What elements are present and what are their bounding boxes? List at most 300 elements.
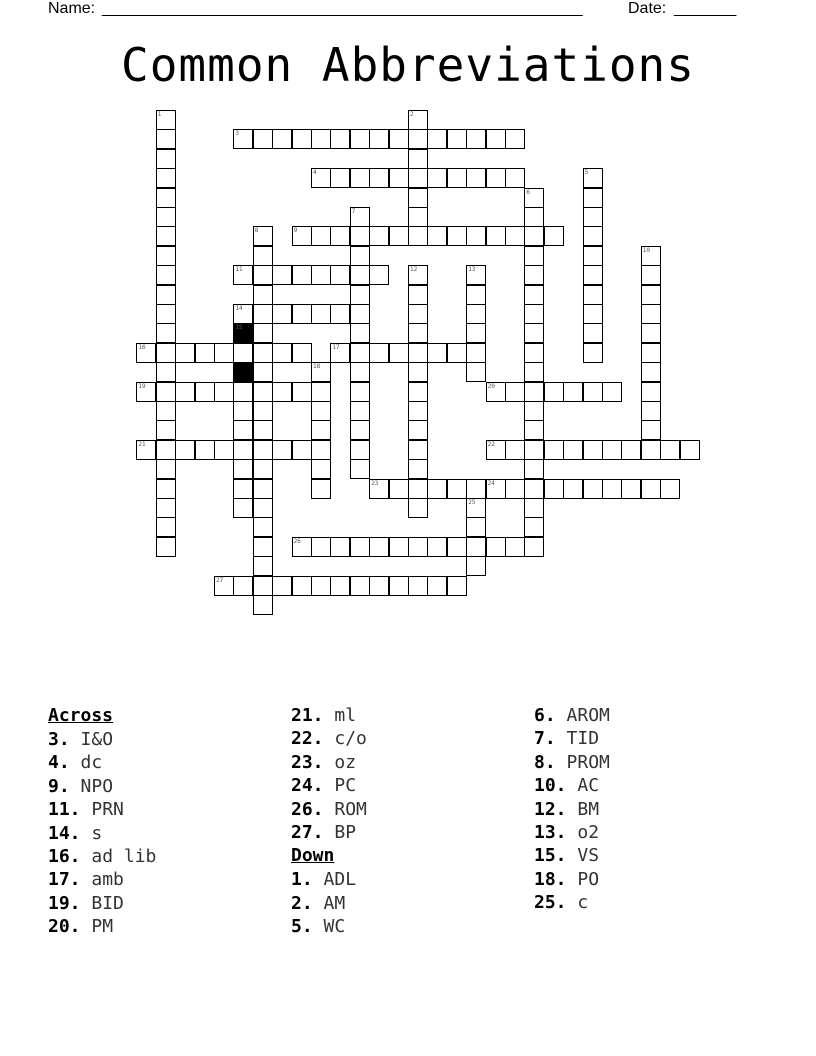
grid-cell[interactable] bbox=[408, 188, 428, 208]
grid-cell[interactable] bbox=[466, 323, 486, 343]
date-label: Date: bbox=[628, 0, 667, 17]
grid-cell[interactable] bbox=[583, 479, 603, 499]
grid-cell[interactable] bbox=[389, 168, 409, 188]
clue-number: 1. bbox=[291, 869, 324, 891]
grid-cell[interactable] bbox=[233, 420, 253, 440]
grid-cell[interactable] bbox=[253, 362, 273, 382]
clue-number: 2. bbox=[291, 892, 324, 914]
across-clue-list bbox=[48, 728, 156, 939]
grid-cell[interactable] bbox=[641, 343, 661, 363]
grid-cell[interactable] bbox=[505, 226, 525, 246]
grid-cell[interactable] bbox=[156, 285, 176, 305]
grid-cell[interactable] bbox=[583, 188, 603, 208]
grid-cell[interactable] bbox=[292, 129, 312, 149]
grid-cell[interactable] bbox=[524, 498, 544, 518]
grid-cell[interactable] bbox=[408, 420, 428, 440]
grid-cell[interactable] bbox=[233, 459, 253, 479]
grid-cell[interactable] bbox=[641, 323, 661, 343]
grid-cell[interactable] bbox=[156, 382, 176, 402]
grid-cell[interactable] bbox=[195, 382, 215, 402]
grid-cell[interactable] bbox=[233, 576, 253, 596]
grid-cell[interactable] bbox=[253, 304, 273, 324]
grid-cell[interactable] bbox=[524, 537, 544, 557]
page-title: Common Abbreviations bbox=[121, 38, 695, 92]
grid-cell[interactable] bbox=[408, 304, 428, 324]
grid-cell[interactable] bbox=[233, 401, 253, 421]
grid-cell[interactable] bbox=[524, 246, 544, 266]
grid-cell[interactable] bbox=[427, 129, 447, 149]
grid-cell[interactable] bbox=[214, 343, 234, 363]
grid-cell[interactable] bbox=[447, 129, 467, 149]
clue-text: TID bbox=[566, 728, 600, 750]
grid-cell[interactable] bbox=[408, 479, 428, 499]
grid-cell[interactable] bbox=[253, 517, 273, 537]
grid-cell[interactable] bbox=[369, 168, 389, 188]
grid-cell[interactable] bbox=[292, 304, 312, 324]
grid-cell[interactable] bbox=[350, 420, 370, 440]
clue-text: oz bbox=[334, 751, 357, 773]
grid-cell[interactable] bbox=[583, 226, 603, 246]
grid-cell[interactable] bbox=[311, 576, 331, 596]
grid-cell[interactable] bbox=[156, 246, 176, 266]
name-field[interactable]: ______________________________________________________ bbox=[102, 0, 583, 17]
grid-cell[interactable] bbox=[466, 129, 486, 149]
grid-cell[interactable] bbox=[408, 537, 428, 557]
grid-cell[interactable] bbox=[350, 323, 370, 343]
grid-cell[interactable] bbox=[233, 382, 253, 402]
grid-cell[interactable] bbox=[156, 226, 176, 246]
clue-text: o2 bbox=[577, 821, 600, 843]
grid-cell[interactable] bbox=[369, 265, 389, 285]
grid-cell[interactable] bbox=[544, 382, 564, 402]
clue-number: 13 bbox=[468, 266, 476, 274]
grid-cell[interactable] bbox=[156, 304, 176, 324]
grid-cell[interactable] bbox=[466, 479, 486, 499]
grid-cell[interactable] bbox=[350, 285, 370, 305]
grid-cell[interactable] bbox=[214, 440, 234, 460]
grid-cell[interactable] bbox=[156, 323, 176, 343]
clue-number: 27. bbox=[291, 821, 335, 843]
grid-cell[interactable] bbox=[330, 226, 350, 246]
grid-cell[interactable] bbox=[408, 323, 428, 343]
grid-cell[interactable] bbox=[544, 479, 564, 499]
clue-text: ADL bbox=[323, 869, 357, 891]
grid-cell[interactable] bbox=[311, 382, 331, 402]
clue-number: 12 bbox=[410, 266, 418, 274]
grid-cell[interactable] bbox=[602, 479, 622, 499]
across-clue bbox=[48, 892, 156, 915]
grid-cell[interactable] bbox=[408, 343, 428, 363]
grid-cell[interactable] bbox=[447, 479, 467, 499]
grid-cell[interactable] bbox=[583, 207, 603, 227]
grid-cell[interactable] bbox=[156, 440, 176, 460]
clue-number: 20. bbox=[48, 916, 92, 938]
grid-cell[interactable] bbox=[486, 168, 506, 188]
grid-cell[interactable] bbox=[427, 576, 447, 596]
grid-cell[interactable] bbox=[466, 285, 486, 305]
grid-cell[interactable] bbox=[447, 576, 467, 596]
grid-cell[interactable] bbox=[447, 226, 467, 246]
grid-cell[interactable] bbox=[350, 129, 370, 149]
clue-number: 4 bbox=[313, 169, 317, 177]
grid-cell[interactable] bbox=[583, 246, 603, 266]
grid-cell[interactable] bbox=[156, 362, 176, 382]
grid-cell[interactable] bbox=[505, 479, 525, 499]
grid-cell[interactable] bbox=[350, 343, 370, 363]
grid-cell[interactable] bbox=[466, 556, 486, 576]
down-clue bbox=[534, 844, 610, 867]
grid-cell[interactable] bbox=[524, 304, 544, 324]
down-clue bbox=[534, 821, 610, 844]
grid-cell[interactable] bbox=[311, 265, 331, 285]
clue-text: BM bbox=[577, 798, 600, 820]
grid-cell[interactable] bbox=[427, 343, 447, 363]
grid-cell[interactable] bbox=[641, 304, 661, 324]
clue-number: 19 bbox=[138, 382, 146, 390]
clue-number: 8. bbox=[534, 751, 567, 773]
across-clue bbox=[48, 751, 156, 774]
grid-cell[interactable] bbox=[524, 382, 544, 402]
grid-cell[interactable] bbox=[253, 498, 273, 518]
grid-cell[interactable] bbox=[311, 129, 331, 149]
grid-cell[interactable] bbox=[311, 401, 331, 421]
clue-number: 12. bbox=[534, 798, 578, 820]
clue-number: 14 bbox=[235, 305, 243, 312]
grid-cell[interactable] bbox=[447, 168, 467, 188]
grid-cell[interactable] bbox=[330, 265, 350, 285]
down-clue bbox=[291, 868, 367, 891]
grid-cell[interactable] bbox=[621, 440, 641, 460]
grid-cell[interactable] bbox=[156, 343, 176, 363]
grid-cell[interactable] bbox=[486, 129, 506, 149]
grid-cell[interactable] bbox=[156, 188, 176, 208]
grid-cell[interactable] bbox=[505, 537, 525, 557]
clue-number: 24. bbox=[291, 775, 335, 797]
grid-cell[interactable] bbox=[583, 285, 603, 305]
grid-cell[interactable] bbox=[292, 265, 312, 285]
grid-cell[interactable] bbox=[641, 382, 661, 402]
across-clue-list-continued bbox=[291, 704, 367, 844]
grid-cell[interactable] bbox=[447, 343, 467, 363]
grid-cell[interactable] bbox=[311, 420, 331, 440]
grid-cell[interactable] bbox=[253, 285, 273, 305]
grid-cell[interactable] bbox=[195, 440, 215, 460]
grid-cell[interactable] bbox=[175, 440, 195, 460]
grid-cell[interactable] bbox=[408, 207, 428, 227]
grid-cell[interactable] bbox=[292, 382, 312, 402]
grid-cell[interactable] bbox=[253, 440, 273, 460]
grid-cell[interactable] bbox=[253, 343, 273, 363]
clue-number: 23 bbox=[371, 479, 379, 487]
grid-cell[interactable] bbox=[156, 168, 176, 188]
grid-cell[interactable] bbox=[524, 207, 544, 227]
grid-cell[interactable] bbox=[292, 440, 312, 460]
grid-cell[interactable] bbox=[505, 382, 525, 402]
grid-cell[interactable] bbox=[408, 382, 428, 402]
grid-cell[interactable] bbox=[330, 537, 350, 557]
clue-text: PO bbox=[577, 868, 600, 890]
down-heading: Down bbox=[291, 845, 335, 867]
grid-cell[interactable] bbox=[311, 459, 331, 479]
grid-cell[interactable] bbox=[156, 537, 176, 557]
across-clue bbox=[48, 915, 156, 938]
grid-cell[interactable] bbox=[583, 382, 603, 402]
grid-cell[interactable] bbox=[524, 362, 544, 382]
grid-cell[interactable] bbox=[563, 382, 583, 402]
grid-cell[interactable] bbox=[253, 479, 273, 499]
grid-cell[interactable] bbox=[350, 246, 370, 266]
grid-cell[interactable] bbox=[466, 168, 486, 188]
grid-cell[interactable] bbox=[272, 265, 292, 285]
grid-cell[interactable] bbox=[427, 479, 447, 499]
grid-cell[interactable] bbox=[233, 343, 253, 363]
grid-cell[interactable] bbox=[602, 440, 622, 460]
grid-cell[interactable] bbox=[253, 576, 273, 596]
grid-cell[interactable] bbox=[156, 517, 176, 537]
grid-cell[interactable] bbox=[369, 129, 389, 149]
clue-number: 21 bbox=[138, 440, 146, 448]
grid-cell[interactable] bbox=[350, 401, 370, 421]
down-clue bbox=[534, 798, 610, 821]
grid-cell[interactable] bbox=[292, 576, 312, 596]
grid-cell[interactable] bbox=[466, 537, 486, 557]
grid-cell[interactable] bbox=[311, 537, 331, 557]
grid-cell[interactable] bbox=[466, 304, 486, 324]
grid-cell[interactable] bbox=[311, 479, 331, 499]
grid-cell[interactable] bbox=[427, 226, 447, 246]
grid-cell[interactable] bbox=[427, 537, 447, 557]
grid-cell[interactable] bbox=[389, 537, 409, 557]
grid-cell[interactable] bbox=[466, 343, 486, 363]
grid-cell[interactable] bbox=[408, 401, 428, 421]
grid-cell[interactable] bbox=[524, 343, 544, 363]
grid-cell[interactable] bbox=[583, 323, 603, 343]
down-clue bbox=[291, 892, 367, 915]
clue-number: 25. bbox=[534, 892, 578, 914]
grid-cell[interactable] bbox=[408, 168, 428, 188]
grid-cell[interactable] bbox=[330, 168, 350, 188]
clues-column-2 bbox=[291, 704, 367, 939]
grid-cell[interactable] bbox=[350, 362, 370, 382]
grid-cell[interactable] bbox=[641, 420, 661, 440]
grid-cell[interactable] bbox=[583, 265, 603, 285]
grid-cell[interactable] bbox=[156, 401, 176, 421]
clue-text: ml bbox=[334, 705, 357, 726]
clue-number: 4. bbox=[48, 752, 81, 774]
grid-cell[interactable] bbox=[272, 304, 292, 324]
grid-cell[interactable] bbox=[350, 440, 370, 460]
grid-cell[interactable] bbox=[195, 343, 215, 363]
grid-cell[interactable] bbox=[253, 129, 273, 149]
grid-cell[interactable] bbox=[350, 537, 370, 557]
grid-cell[interactable] bbox=[408, 226, 428, 246]
grid-cell[interactable] bbox=[350, 168, 370, 188]
grid-cell[interactable] bbox=[408, 149, 428, 169]
grid-cell[interactable] bbox=[524, 285, 544, 305]
grid-cell[interactable] bbox=[389, 479, 409, 499]
clue-number: 3. bbox=[48, 729, 81, 750]
grid-cell[interactable] bbox=[253, 265, 273, 285]
grid-cell[interactable] bbox=[350, 576, 370, 596]
grid-cell[interactable] bbox=[156, 459, 176, 479]
grid-cell[interactable] bbox=[524, 517, 544, 537]
grid-cell[interactable] bbox=[524, 401, 544, 421]
grid-cell[interactable] bbox=[272, 440, 292, 460]
clue-number: 26. bbox=[291, 798, 335, 820]
grid-cell[interactable] bbox=[583, 304, 603, 324]
grid-cell[interactable] bbox=[330, 129, 350, 149]
grid-cell[interactable] bbox=[350, 265, 370, 285]
grid-cell[interactable] bbox=[350, 304, 370, 324]
grid-cell[interactable] bbox=[408, 285, 428, 305]
grid-cell[interactable] bbox=[272, 343, 292, 363]
grid-cell[interactable] bbox=[311, 304, 331, 324]
grid-cell[interactable] bbox=[660, 440, 680, 460]
grid-cell[interactable] bbox=[175, 382, 195, 402]
clue-number: 9 bbox=[293, 227, 298, 235]
grid-cell[interactable] bbox=[389, 226, 409, 246]
grid-cell[interactable] bbox=[253, 401, 273, 421]
grid-cell[interactable] bbox=[408, 362, 428, 382]
grid-cell[interactable] bbox=[641, 401, 661, 421]
grid-cell[interactable] bbox=[408, 440, 428, 460]
grid-cell[interactable] bbox=[253, 537, 273, 557]
grid-cell[interactable] bbox=[486, 226, 506, 246]
grid-cell[interactable] bbox=[156, 479, 176, 499]
clue-number: 6. bbox=[534, 705, 567, 726]
grid-cell[interactable] bbox=[505, 440, 525, 460]
grid-cell[interactable] bbox=[272, 129, 292, 149]
grid-cell[interactable] bbox=[660, 479, 680, 499]
grid-cell[interactable] bbox=[156, 498, 176, 518]
grid-cell[interactable] bbox=[486, 537, 506, 557]
grid-cell[interactable] bbox=[156, 129, 176, 149]
grid-cell[interactable] bbox=[350, 226, 370, 246]
grid-cell[interactable] bbox=[369, 537, 389, 557]
down-clue-list-continued bbox=[534, 704, 610, 915]
clue-number: 15 bbox=[235, 324, 243, 332]
grid-cell[interactable] bbox=[389, 129, 409, 149]
grid-cell[interactable] bbox=[466, 517, 486, 537]
clue-text: I&O bbox=[80, 729, 114, 750]
grid-cell[interactable] bbox=[602, 382, 622, 402]
clue-number: 22 bbox=[487, 440, 495, 448]
grid-cell[interactable] bbox=[233, 498, 253, 518]
across-clue bbox=[48, 845, 156, 868]
grid-cell[interactable] bbox=[408, 576, 428, 596]
grid-cell[interactable] bbox=[524, 265, 544, 285]
across-clue bbox=[48, 868, 156, 891]
grid-cell[interactable] bbox=[680, 440, 700, 460]
grid-cell[interactable] bbox=[253, 323, 273, 343]
grid-cell[interactable] bbox=[311, 440, 331, 460]
clue-number: 16. bbox=[48, 845, 92, 867]
grid-cell[interactable] bbox=[156, 207, 176, 227]
clue-text: amb bbox=[91, 869, 124, 891]
clue-text: PRN bbox=[91, 799, 124, 821]
down-clue-list bbox=[291, 868, 367, 938]
grid-cell[interactable] bbox=[408, 129, 428, 149]
grid-cell[interactable] bbox=[641, 265, 661, 285]
grid-cell[interactable] bbox=[369, 343, 389, 363]
grid-cell[interactable] bbox=[544, 226, 564, 246]
grid-cell[interactable] bbox=[311, 226, 331, 246]
across-clue bbox=[48, 728, 156, 751]
grid-cell[interactable] bbox=[272, 382, 292, 402]
grid-cell[interactable] bbox=[466, 362, 486, 382]
grid-cell[interactable] bbox=[563, 440, 583, 460]
grid-cell[interactable] bbox=[272, 576, 292, 596]
grid-cell[interactable] bbox=[505, 168, 525, 188]
grid-cell[interactable] bbox=[292, 343, 312, 363]
grid-cell[interactable] bbox=[253, 382, 273, 402]
grid-cell[interactable] bbox=[641, 362, 661, 382]
grid-cell[interactable] bbox=[233, 440, 253, 460]
grid-cell[interactable] bbox=[389, 343, 409, 363]
grid-cell[interactable] bbox=[350, 459, 370, 479]
grid-cell[interactable] bbox=[214, 382, 234, 402]
grid-cell[interactable] bbox=[524, 459, 544, 479]
black-cell bbox=[233, 362, 253, 382]
grid-cell[interactable] bbox=[621, 479, 641, 499]
grid-cell[interactable] bbox=[408, 498, 428, 518]
grid-cell[interactable] bbox=[369, 226, 389, 246]
grid-cell[interactable] bbox=[524, 420, 544, 440]
grid-cell[interactable] bbox=[447, 537, 467, 557]
grid-cell[interactable] bbox=[583, 440, 603, 460]
grid-cell[interactable] bbox=[350, 382, 370, 402]
grid-cell[interactable] bbox=[253, 246, 273, 266]
grid-cell[interactable] bbox=[466, 226, 486, 246]
grid-cell[interactable] bbox=[427, 168, 447, 188]
clue-number: 13. bbox=[534, 821, 578, 843]
grid-cell[interactable] bbox=[563, 479, 583, 499]
grid-cell[interactable] bbox=[156, 265, 176, 285]
grid-cell[interactable] bbox=[524, 323, 544, 343]
grid-cell[interactable] bbox=[330, 304, 350, 324]
grid-cell[interactable] bbox=[233, 479, 253, 499]
grid-cell[interactable] bbox=[583, 343, 603, 363]
grid-cell[interactable] bbox=[369, 576, 389, 596]
grid-cell[interactable] bbox=[505, 129, 525, 149]
grid-cell[interactable] bbox=[641, 479, 661, 499]
clue-number: 26 bbox=[293, 537, 301, 545]
grid-cell[interactable] bbox=[156, 420, 176, 440]
grid-cell[interactable] bbox=[253, 556, 273, 576]
date-field[interactable]: _______ bbox=[674, 0, 737, 17]
grid-cell[interactable] bbox=[389, 576, 409, 596]
clue-text: PM bbox=[91, 916, 114, 938]
clue-number: 25 bbox=[468, 499, 476, 506]
clue-number: 27 bbox=[216, 576, 224, 584]
grid-cell[interactable] bbox=[641, 285, 661, 305]
grid-cell[interactable] bbox=[641, 440, 661, 460]
grid-cell[interactable] bbox=[524, 479, 544, 499]
grid-cell[interactable] bbox=[175, 343, 195, 363]
clue-number: 11 bbox=[235, 266, 243, 274]
clue-number: 7 bbox=[351, 208, 356, 215]
grid-cell[interactable] bbox=[524, 226, 544, 246]
grid-cell[interactable] bbox=[156, 149, 176, 169]
grid-cell[interactable] bbox=[408, 459, 428, 479]
clue-number: 10 bbox=[642, 246, 651, 254]
grid-cell[interactable] bbox=[544, 440, 564, 460]
grid-cell[interactable] bbox=[524, 440, 544, 460]
grid-cell[interactable] bbox=[253, 459, 273, 479]
grid-cell[interactable] bbox=[253, 595, 273, 615]
grid-cell[interactable] bbox=[330, 576, 350, 596]
grid-cell[interactable] bbox=[253, 420, 273, 440]
